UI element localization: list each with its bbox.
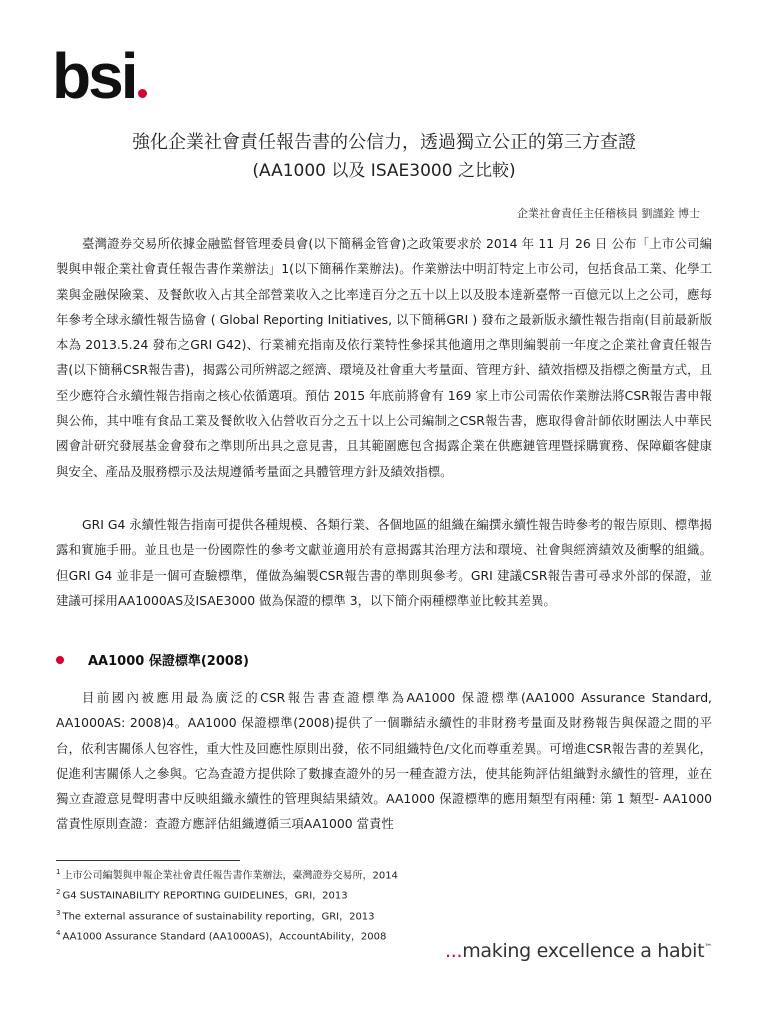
tagline: ...making excellence a habit™ bbox=[444, 940, 712, 962]
footnote-3: $^3$ The external assurance of sustainability reporting，GRI，2013 bbox=[56, 908, 375, 922]
footnotes bbox=[56, 864, 656, 945]
document-title: 強化企業社會責任報告書的公信力，透過獨立公正的第三方查證 bbox=[132, 132, 636, 153]
footnote-2: $^2$ G4 SUSTAINABILITY REPORTING GUIDELINES，GRI，2013 bbox=[56, 888, 348, 902]
section-heading bbox=[56, 650, 249, 669]
paragraph-3: 目前國內被應用最為廣泛的CSR報告書查證標準為AA1000 保證標準(AA1000 Assurance Standard, AA1000AS: 2008)4。AA1000 保證標準(2008)提供了一個聯結永續性的非財務考量面及財務報告與保證之間的平台，依利害關係人包容性，重大性及回應性原則出發，依不同組織特色/文化而尊重差異。可增進CSR報告書的差異化，促進利害關係人之參與。它為查證方提供除了數據查證外的另一種查證方法，使其能夠評估組織對永續性的管理，並在獨立查證意見聲明書中反映組織永續性的管理與結果績效。AA1000 保證標準的應用類型有兩種: 第 1 類型- AA1000 當責性原則查證：查證方應評估組織遵循三項AA1000 當責性 bbox=[56, 690, 712, 832]
author-line: 企業社會責任主任稽核員 劉謹銓 博士 bbox=[517, 207, 700, 220]
section-heading-text: AA1000 保證標準(2008) bbox=[88, 654, 249, 669]
bsi-logo: bsi bbox=[52, 44, 147, 108]
footnote-1: $^1$ 上市公司編製與申報企業社會責任報告書作業辦法，臺灣證券交易所，2014 bbox=[56, 868, 398, 882]
bullet-icon bbox=[56, 656, 64, 664]
document-subtitle: (AA1000 以及 ISAE3000 之比較) bbox=[252, 161, 516, 181]
paragraph-1: 臺灣證券交易所依據金融監督管理委員會(以下簡稱金管會)之政策要求於 2014 年 11 月 26 日 公布「上市公司編製與申報企業社會責任報告書作業辦法」1(以下簡稱作業辦法)。作業辦法中明訂特定上市公司，包括食品工業、化學工業與金融保險業、及餐飲收入占其全部營業收入之比率達百分之五十以上以及股本達新臺幣一百億元以上之公司，應每年參考全球永續性報告協會 ( Global Reporting Initiatives, 以下簡稱GRI ) 發布之最新版永續性報告指南(目前最新版本為 2013.5.24 發布之GRI G42)、行業補充指南及依行業特性參採其他適用之準則編製前一年度之企業社會責任報告書(以下簡稱CSR報告書)，揭露公司所辨認之經濟、環境及社會重大考量面、管理方針、績效指標及指標之衡量方式，且至少應符合永續性報告指南之核心依循選項。預估 2015 年底前將會有 169 家上市公司需依作業辦法將CSR報告書申報與公佈，其中唯有食品工業及餐飲收入佔營收百分之五十以上公司編制之CSR報告書，應取得會計師依財團法人中華民國會計研究發展基金會發布之準則所出具之意見書，且其範圍應包含揭露企業在供應鏈管理暨採購實務、保障顧客健康與安全、產品及服務標示及法規遵循考量面之具體管理方針及績效指標。 bbox=[56, 236, 712, 479]
footnote-4: $^4$ AA1000 Assurance Standard (AA1000AS)，AccountAbility，2008 bbox=[56, 928, 387, 943]
paragraph-2: GRI G4 永續性報告指南可提供各種規模、各類行業、各個地區的組織在編撰永續性報告時參考的報告原則、標準揭露和實施手冊。並且也是一份國際性的參考文獻並適用於有意揭露其治理方法和環境、社會與經濟績效及衝擊的組織。但GRI G4 並非是一個可查驗標準，僅做為編製CSR報告書的準則與參考。GRI 建議CSR報告書可尋求外部的保證，並建議可採用AA1000AS及ISAE3000 做為保證的標準 3，以下簡介兩種標準並比較其差異。 bbox=[56, 517, 712, 608]
logo-dot bbox=[138, 89, 147, 98]
footnote-divider bbox=[56, 860, 240, 861]
